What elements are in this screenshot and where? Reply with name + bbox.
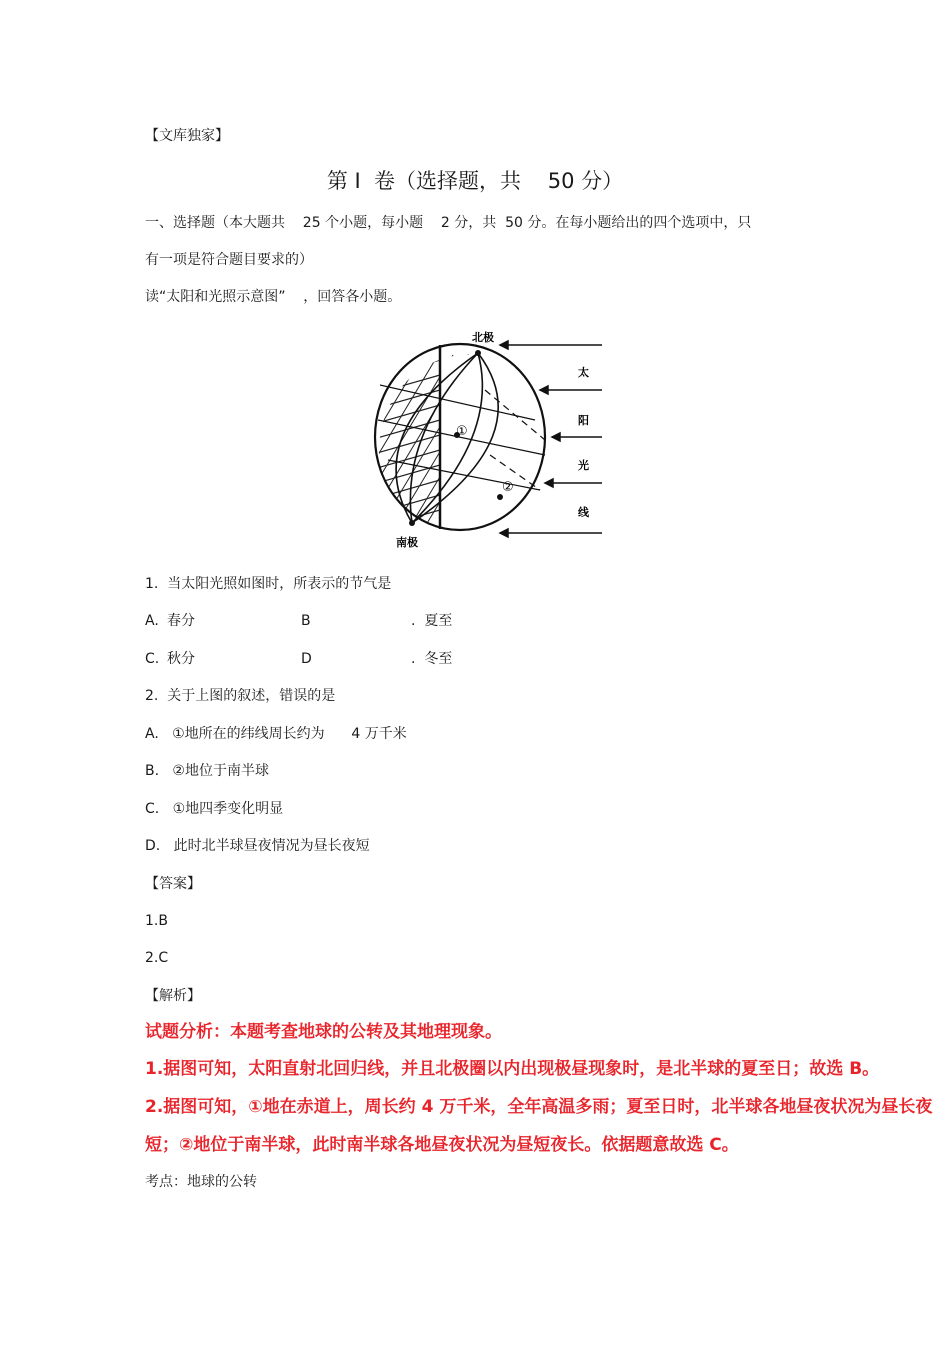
analysis-line-1: 试题分析：本题考查地球的公转及其地理现象。: [145, 1022, 502, 1042]
header-tag: 【文库独家】: [145, 128, 229, 144]
instructions-line-1: 一、选择题（本大题共 25 个小题，每小题 2 分，共 50 分。在每小题给出的四个选项中，只: [145, 215, 752, 231]
q2-stem: 2. 关于上图的叙述，错误的是: [145, 688, 336, 704]
q1-option-b-text: . 夏至: [411, 613, 453, 629]
analysis-heading: 【解析】: [145, 988, 201, 1004]
answer-1: 1.B: [145, 913, 168, 929]
sunlight-diagram: [340, 325, 610, 555]
intro-text: 读“太阳和光照示意图” ，回答各小题。: [145, 289, 402, 305]
point-1-label: ①: [456, 424, 468, 439]
knowledge-point: 考点：地球的公转: [145, 1174, 257, 1190]
q2-option-a: A. ①地所在的纬线周长约为 4 万千米: [145, 726, 407, 742]
north-pole-dot: [475, 350, 481, 356]
answer-heading: 【答案】: [145, 876, 201, 892]
analysis-line-4: 短；②地位于南半球，此时南半球各地昼夜状况为昼短夜长。依据题意故选 C。: [145, 1135, 739, 1155]
sunlight-char-3: 光: [578, 459, 589, 472]
q1-option-a-text: 春分: [167, 613, 195, 629]
instructions-line-2: 有一项是符合题目要求的）: [145, 252, 313, 268]
q1-option-d-text: . 冬至: [411, 651, 453, 667]
q2-option-d: D. 此时北半球昼夜情况为昼长夜短: [145, 838, 370, 854]
point-2-label: ②: [502, 480, 514, 495]
analysis-line-3: 2.据图可知，①地在赤道上，周长约 4 万千米，全年高温多雨；夏至日时，北半球各地昼夜状况为昼长夜: [145, 1097, 933, 1117]
sunlight-char-2: 阳: [578, 414, 589, 427]
q2-option-b: B. ②地位于南半球: [145, 763, 269, 779]
q1-option-c-text: 秋分: [167, 651, 195, 667]
q1-option-c-letter: C.: [145, 651, 160, 667]
q1-option-d-letter: D: [301, 651, 312, 667]
north-pole-label: 北极: [472, 331, 494, 344]
meridians: [396, 353, 498, 523]
sunlight-char-1: 太: [578, 366, 589, 379]
q1-stem: 1. 当太阳光照如图时，所表示的节气是: [145, 576, 392, 592]
q1-option-a-letter: A.: [145, 613, 159, 629]
q1-option-b-letter: B: [301, 613, 311, 629]
sunlight-char-4: 线: [578, 506, 589, 519]
section-title: 第 I 卷（选择题，共 50 分）: [326, 169, 624, 193]
south-pole-label: 南极: [396, 536, 418, 549]
answer-2: 2.C: [145, 950, 169, 966]
dashed-rays: [485, 390, 545, 490]
south-pole-dot: [409, 520, 415, 526]
q2-option-c: C. ①地四季变化明显: [145, 801, 284, 817]
analysis-line-2: 1.据图可知，太阳直射北回归线，并且北极圈以内出现极昼现象时，是北半球的夏至日；故选 B。: [145, 1059, 880, 1079]
